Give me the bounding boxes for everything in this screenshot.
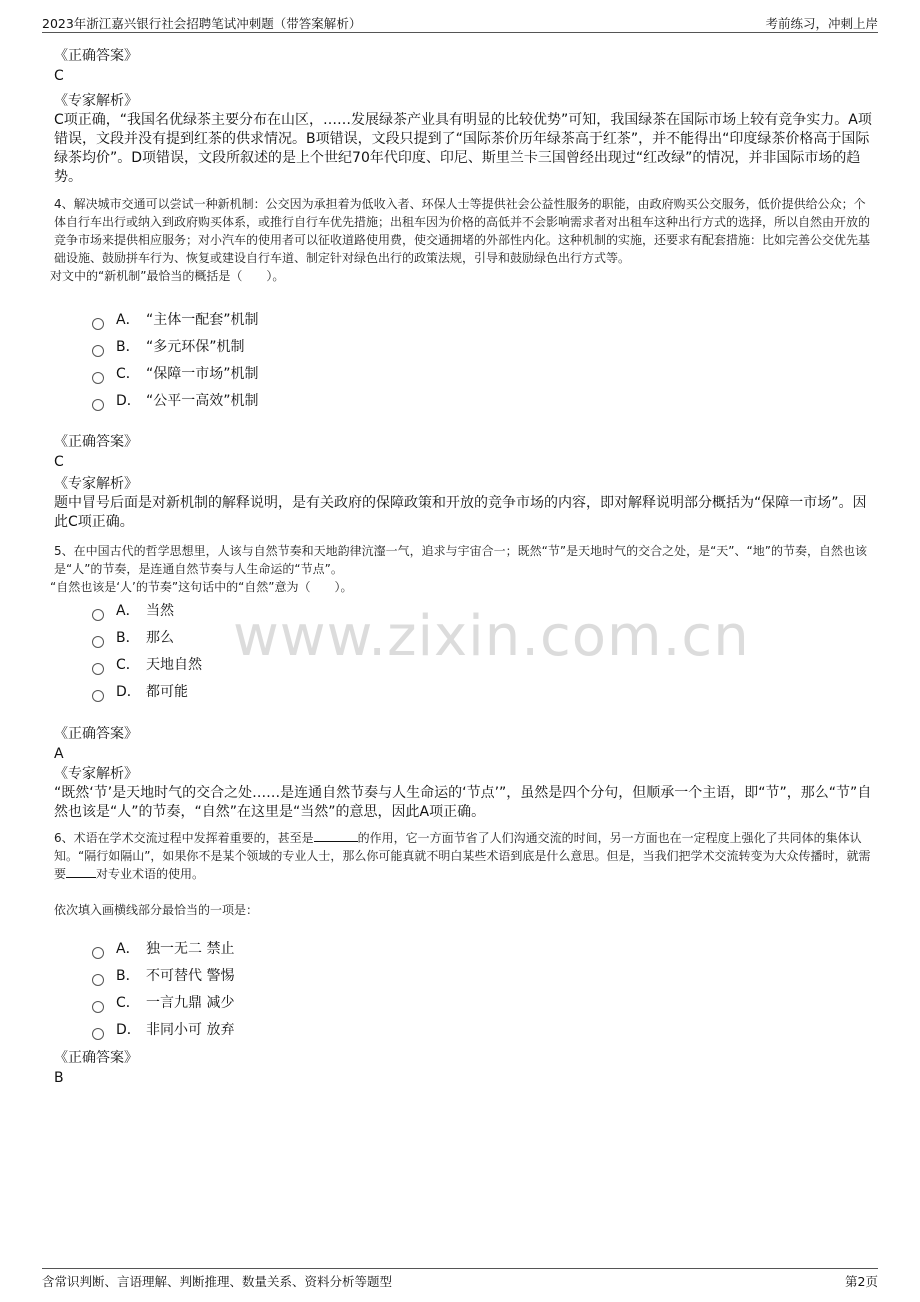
q6-option-d[interactable]: D． 非同小可 放弃 xyxy=(92,1017,910,1044)
q5-stem: 5、在中国古代的哲学思想里，人该与自然节奏和天地韵律沆瀣一气，追求与宇宙合一；既然“节”是天地时气的交合之处，是“天”、“地”的节奏，自然也该是“人”的节奏，是连通自然节奏与人生命运的“节点”。 xyxy=(54,544,867,576)
q4-options xyxy=(92,307,910,415)
q5-option-c[interactable]: C． 天地自然 xyxy=(92,652,910,679)
page-number: 第2页 xyxy=(845,1274,878,1289)
radio-icon[interactable] xyxy=(92,318,104,330)
radio-icon[interactable] xyxy=(92,609,104,621)
fill-blank-1 xyxy=(314,829,358,842)
header-slogan: 考前练习，冲刺上岸 xyxy=(765,16,878,31)
radio-icon[interactable] xyxy=(92,372,104,384)
q6-ask: 依次填入画横线部分最恰当的一项是： xyxy=(54,903,259,917)
q5-ask: “自然也该是‘人’的节奏”这句话中的“自然”意为（ ）。 xyxy=(50,580,353,594)
q6-option-b[interactable]: B． 不可替代 警惕 xyxy=(92,963,910,990)
q4-option-b[interactable]: B． “多元环保”机制 xyxy=(92,334,910,361)
q4-answer-block xyxy=(54,432,872,532)
q4-option-a[interactable]: A． “主体一配套”机制 xyxy=(92,307,910,334)
correct-answer-label: 《正确答案》 xyxy=(54,48,138,64)
radio-icon[interactable] xyxy=(92,345,104,357)
q4-stem: 4、解决城市交通可以尝试一种新机制：公交因为承担着为低收入者、环保人士等提供社会公益性服务的职能，由政府购买公交服务，低价提供给公众；个体自行车出行或纳入到政府购买体系，或推行自行车优先措施；出租车因为价格的高低并不会影响需求者对出租车这种出行方式的选择，所以自然由开放的竞争市场来提供相应服务；对小汽车的使用者可以征收道路使用费，使交通拥堵的外部性内化。这种机制的实施，还要求有配套措施：比如完善公交优先基础设施、鼓励拼车行为、恢复或建设自行车道、制定针对绿色出行的政策法规，引导和鼓励绿色出行方式等。 xyxy=(54,197,871,265)
q3-analysis: C项正确，“我国名优绿茶主要分布在山区，……发展绿茶产业具有明显的比较优势”可知，我国绿茶在国际市场上较有竞争实力。A项错误，文段并没有提到红茶的供求情况。B项错误，文段只提到了“国际茶价历年绿茶高于红茶”，并不能得出“印度绿茶价格高于国际绿茶均价”。D项错误，文段所叙述的是上个世纪70年代印度、印尼、斯里兰卡三国曾经出现过“红改绿”的情况，并非国际市场的趋势。 xyxy=(54,112,872,185)
q4-option-c[interactable]: C． “保障一市场”机制 xyxy=(92,361,910,388)
radio-icon[interactable] xyxy=(92,947,104,959)
footer-topics: 含常识判断、言语理解、判断推理、数量关系、资料分析等题型 xyxy=(42,1274,393,1289)
q6-option-a[interactable]: A． 独一无二 禁止 xyxy=(92,936,910,963)
radio-icon[interactable] xyxy=(92,663,104,675)
radio-icon[interactable] xyxy=(92,1001,104,1013)
correct-answer-label: 《正确答案》 xyxy=(54,1050,138,1066)
q6-option-c[interactable]: C． 一言九鼎 减少 xyxy=(92,990,910,1017)
q6-stem: 6、术语在学术交流过程中发挥着重要的，甚至是 的作用，它一方面节省了人们沟通交流的时间，另一方面也在一定程度上强化了共同体的集体认知。“隔行如隔山”，如果你不是某个领域的专业人士，那么你可能真就不明白某些术语到底是什么意思。但是，当我们把学术交流转变为大众传播时，就需要 对专业术语的使用。 xyxy=(54,831,871,881)
q5-option-b[interactable]: B． 那么 xyxy=(92,625,910,652)
watermark: www.zixin.com.cn xyxy=(233,604,750,669)
q5-options xyxy=(92,598,910,706)
radio-icon[interactable] xyxy=(92,399,104,411)
q4-option-d[interactable]: D． “公平一高效”机制 xyxy=(92,388,910,415)
q5-answer-block xyxy=(54,724,872,822)
q5-option-d[interactable]: D． 都可能 xyxy=(92,679,910,706)
q6-options xyxy=(92,936,910,1044)
page-header xyxy=(42,12,878,33)
q5-block xyxy=(50,542,872,596)
radio-icon[interactable] xyxy=(92,1028,104,1040)
q6-block xyxy=(54,829,872,919)
correct-answer-label: 《正确答案》 xyxy=(54,434,138,450)
q6-answer-block xyxy=(54,1048,872,1088)
radio-icon[interactable] xyxy=(92,690,104,702)
expert-analysis-label: 《专家解析》 xyxy=(54,766,138,782)
q4-block xyxy=(50,195,872,285)
q4-analysis: 题中冒号后面是对新机制的解释说明，是有关政府的保障政策和开放的竞争市场的内容，即对解释说明部分概括为“保障一市场”。因此C项正确。 xyxy=(54,495,867,530)
q4-answer: C xyxy=(54,454,64,470)
q5-analysis: “既然‘节’是天地时气的交合之处……是连通自然节奏与人生命运的‘节点’”，虽然是四个分句，但顺承一个主语，即“节”，那么“节”自然也该是“人”的节奏，“自然”在这里是“当然”的意思，因此A项正确。 xyxy=(54,785,872,820)
fill-blank-2 xyxy=(66,865,96,878)
q6-answer: B xyxy=(54,1070,64,1086)
q5-answer: A xyxy=(54,746,64,762)
q5-option-a[interactable]: A． 当然 xyxy=(92,598,910,625)
correct-answer-label: 《正确答案》 xyxy=(54,726,138,742)
document-title: 2023年浙江嘉兴银行社会招聘笔试冲刺题（带答案解析） xyxy=(42,16,362,31)
expert-analysis-label: 《专家解析》 xyxy=(54,476,138,492)
q3-answer: C xyxy=(54,68,64,84)
expert-analysis-label: 《专家解析》 xyxy=(54,93,138,109)
radio-icon[interactable] xyxy=(92,974,104,986)
q4-ask: 对文中的“新机制”最恰当的概括是（ ）。 xyxy=(50,269,285,283)
page-footer xyxy=(42,1268,878,1291)
q3-answer-block xyxy=(54,46,872,187)
radio-icon[interactable] xyxy=(92,636,104,648)
